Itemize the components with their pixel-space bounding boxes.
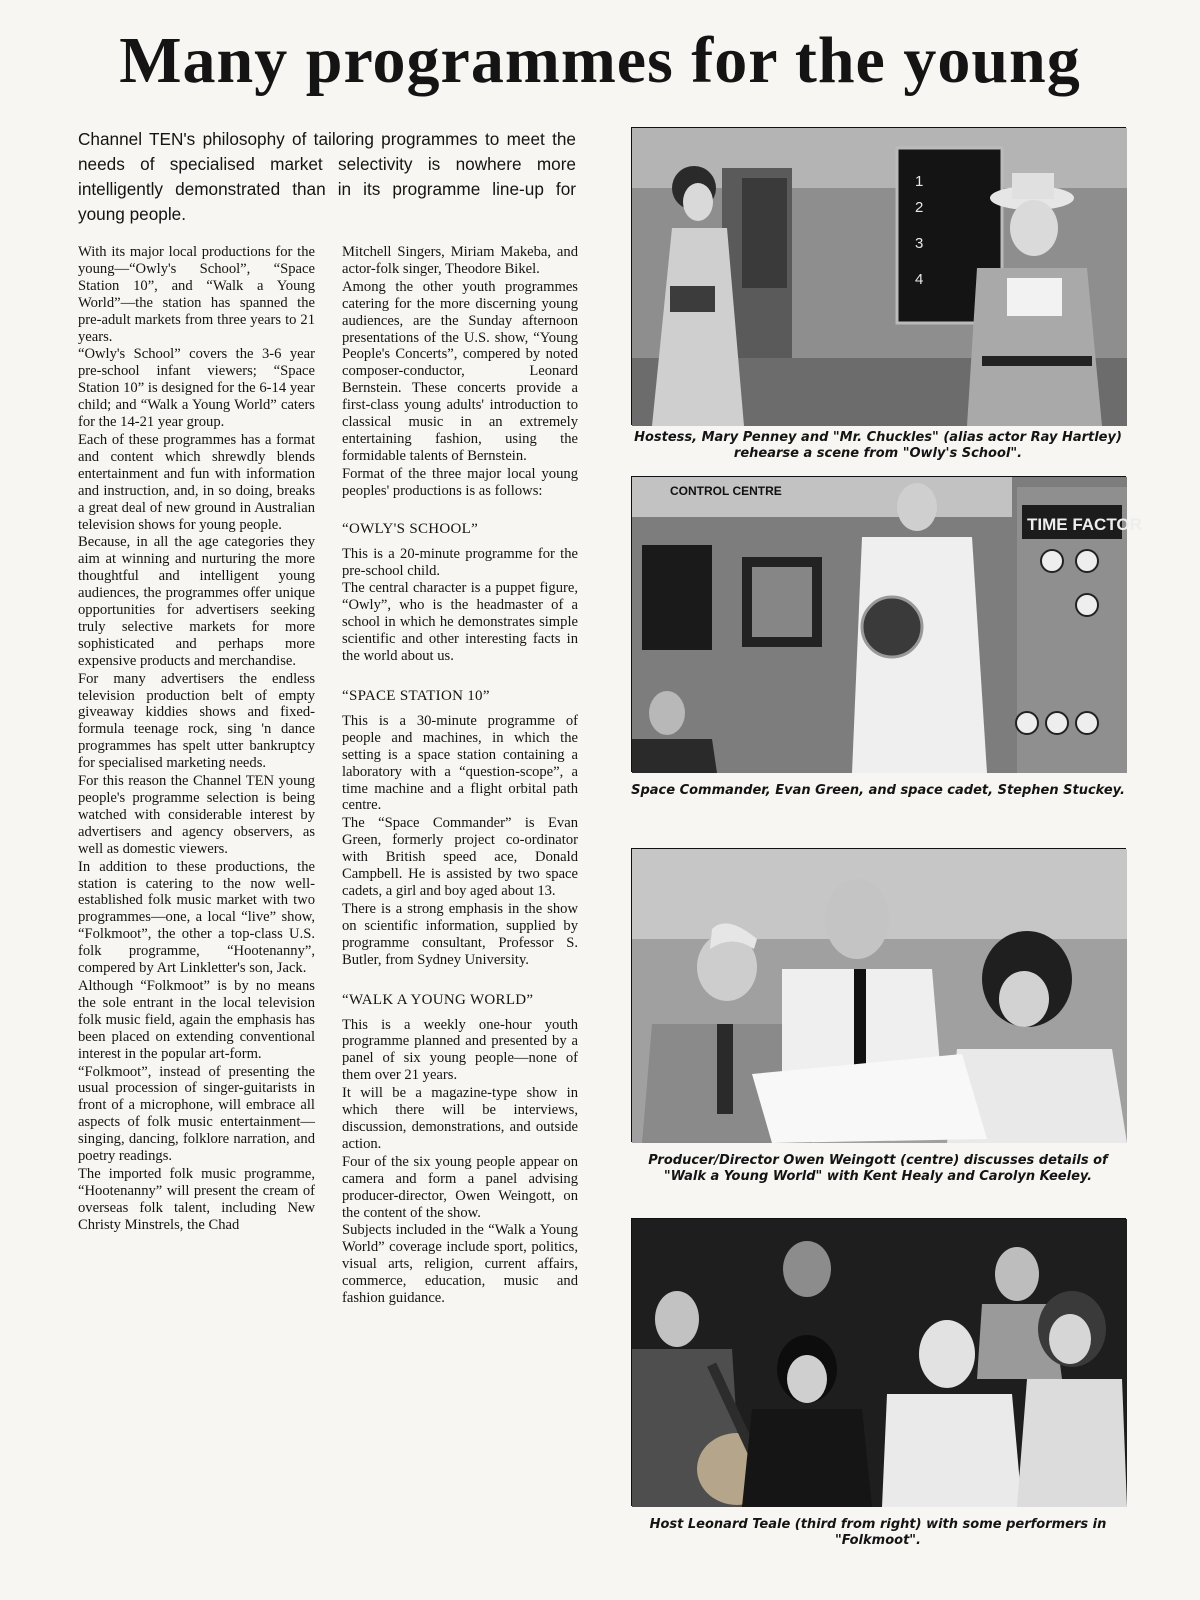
photo-space-station [631,476,1142,772]
body-paragraph: For this reason the Channel TEN young people's programme selection is being watched with considerable interest by advertisers and agency observers, as well as domestic viewers. [78,773,315,857]
body-paragraph: With its major local productions for the young—“Owly's School”, “Space Station 10”, and “Walk a Young World”—the station has spanned the pre-adult markets from three years to 21 years. [78,244,315,345]
body-paragraph: Each of these programmes has a format and content which shrewdly blends entertainment and fun with information and instruction, and, in so doing, breaks a great deal of new ground in Australian television shows for young people. [78,431,315,533]
article-column-1 [78,244,315,1235]
body-paragraph: Among the other youth programmes catering for the more discerning young audiences, are the Sunday afternoon presentations of the U.S. show, “Young People's Concerts”, compered by noted composer-conductor, Leonard Bernstein. These concerts provide a first-class young adults' introduction to classical music in an extremely entertaining fashion, using the formidable talents of Bernstein. [342,278,578,464]
photo-walk-a-young-world [631,848,1126,1142]
body-paragraph: “Folkmoot”, instead of presenting the usual procession of singer-guitarists in front of a microphone, will embrace all aspects of folk music entertainment—singing, dancing, folklore narration, and poetry readings. [78,1063,315,1165]
body-paragraph: Mitchell Singers, Miriam Makeba, and actor-folk singer, Theodore Bikel. [342,244,578,277]
photo-folkmoot [631,1218,1126,1506]
body-paragraph: There is a strong emphasis in the show on scientific information, supplied by programme consultant, Professor S. Butler, from Sydney University. [342,900,578,968]
board-number: 1 [915,173,924,190]
photo-caption: Space Commander, Evan Green, and space cadet, Stephen Stuckey. [631,783,1125,798]
body-paragraph: In addition to these productions, the station is catering to the now well-established folk music market with two programmes—one, a local “live” show, “Folkmoot”, the other a top-class U.S. folk programme, “Hootenanny”, compered by Art Linkletter's son, Jack. [78,858,315,977]
headline: Many programmes for the young [119,24,1081,97]
body-paragraph: It will be a magazine-type show in which there will be interviews, discussion, demonstrations, and outside action. [342,1085,578,1152]
board-number: 3 [915,235,924,252]
photo-caption: Producer/Director Owen Weingott (centre) discusses details of "Walk a Young World" with Kent Healy and Carolyn Keeley. [648,1153,1108,1184]
body-paragraph: This is a 30-minute programme of people and machines, in which the setting is a space station containing a laboratory with a “question-scope”, a time machine and a flight orbital path centre. [342,712,578,814]
body-paragraph: The central character is a puppet figure, “Owly”, who is the headmaster of a school in which he demonstrates simple scientific and other interesting facts in the world about us. [342,580,578,665]
body-paragraph: Format of the three major local young peoples' productions is as follows: [342,465,578,499]
time-factor-sign: TIME FACTOR [1027,515,1142,534]
body-paragraph: For many advertisers the endless television production belt of empty giveaway kiddies shows and fixed-formula teenage rock, sing 'n dance programmes has spelt utter bankruptcy for specialised marketing needs. [78,670,315,772]
article-column-2 [342,244,578,1308]
section-heading-owlys-school: “OWLY'S SCHOOL” [342,520,479,537]
photo-owlys-school [631,127,1126,425]
section-heading-space-station-10: “SPACE STATION 10” [342,687,490,704]
board-number: 4 [915,271,924,288]
control-centre-sign: CONTROL CENTRE [670,484,782,498]
body-paragraph: The imported folk music programme, “Hootenanny” will present the cream of overseas folk talent, including New Christy Minstrels, the Chad [78,1165,315,1233]
body-paragraph: The “Space Commander” is Evan Green, formerly project co-ordinator with British speed ace, Donald Campbell. He is assisted by two space cadets, a girl and boy aged about 13. [342,815,578,899]
photo-caption: Hostess, Mary Penney and "Mr. Chuckles" (alias actor Ray Hartley) rehearse a scene from "Owly's School". [634,430,1122,461]
board-number: 2 [915,199,924,216]
section-heading-walk-a-young-world: “WALK A YOUNG WORLD” [342,991,534,1008]
body-paragraph: Subjects included in the “Walk a Young World” coverage include sport, politics, visual arts, religion, current affairs, commerce, education, music and fashion guidance. [342,1222,578,1307]
body-paragraph: “Owly's School” covers the 3-6 year pre-school infant viewers; “Space Station 10” is designed for the 6-14 year child; and “Walk a Young World” caters for the 14-21 year group. [78,346,315,431]
body-paragraph: Although “Folkmoot” is by no means the sole entrant in the local television folk music field, again the emphasis has been placed on extending conventional interest in the popular art-form. [78,977,315,1062]
photo-caption: Host Leonard Teale (third from right) with some performers in "Folkmoot". [649,1517,1107,1548]
body-paragraph: Because, in all the age categories they aim at winning and nurturing the more thoughtful and intelligent young audiences, the programmes offer unique opportunities for advertisers seeking truly selective markets for more sophisticated and perhaps more expensive products and merchandise. [78,534,315,669]
body-paragraph: This is a weekly one-hour youth programme planned and presented by a panel of six young people—none of them over 21 years. [342,1016,578,1084]
body-paragraph: Four of the six young people appear on camera and form a panel advising producer-director, Owen Weingott, on the content of the show. [342,1153,578,1221]
intro-paragraph: Channel TEN's philosophy of tailoring programmes to meet the needs of specialised market selectivity is nowhere more intelligently demonstrated than in its programme line-up for young people. [78,129,576,224]
body-paragraph: This is a 20-minute programme for the pre-school child. [342,545,578,579]
